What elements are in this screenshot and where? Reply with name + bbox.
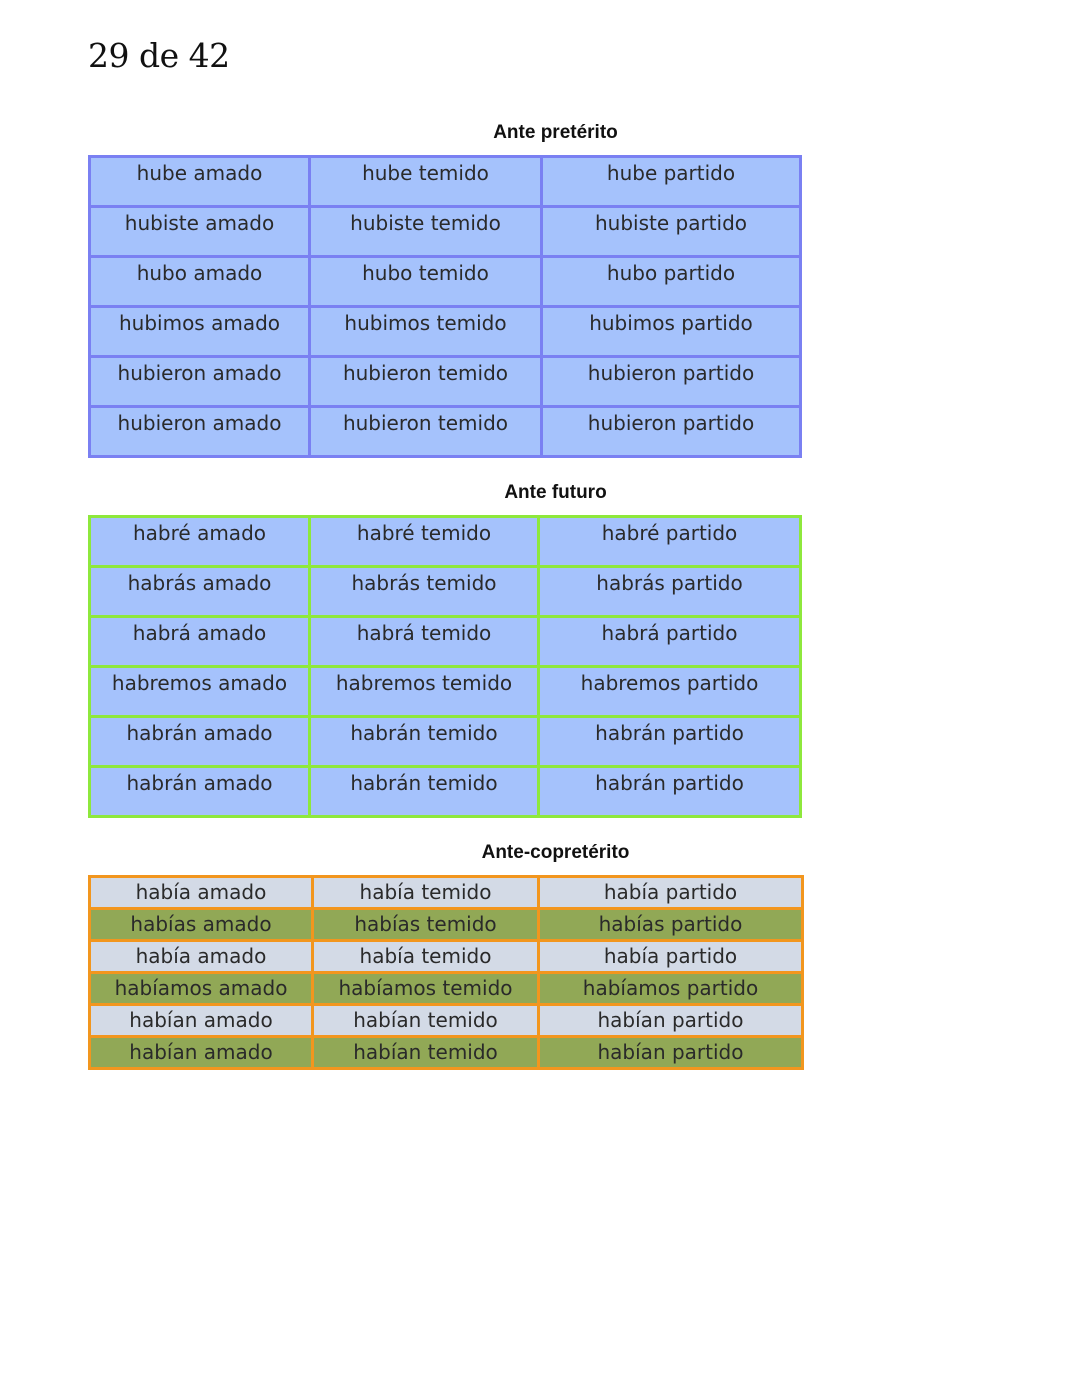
table-cell: había partido [539, 941, 803, 973]
table-cell: habrá amado [90, 617, 310, 667]
table-cell: habrás amado [90, 567, 310, 617]
table-cell: hube amado [90, 157, 310, 207]
table-cell: habías partido [539, 909, 803, 941]
table-cell: habían amado [90, 1005, 313, 1037]
table-cell: hube temido [310, 157, 542, 207]
table-cell: hubiste temido [310, 207, 542, 257]
table-row [90, 517, 801, 567]
table-cell: hubo temido [310, 257, 542, 307]
table-row [90, 877, 803, 909]
table-cell: hubiste amado [90, 207, 310, 257]
table-row [90, 407, 801, 457]
table-cell: habremos partido [539, 667, 801, 717]
table-row [90, 207, 801, 257]
table-row [90, 667, 801, 717]
table-cell: había amado [90, 941, 313, 973]
page-counter: 29 de 42 [88, 36, 230, 75]
table-cell: habían temido [313, 1005, 539, 1037]
section-title-ante-futuro: Ante futuro [504, 482, 607, 503]
table-cell: había partido [539, 877, 803, 909]
table-row [90, 1005, 803, 1037]
table-cell: hubieron partido [542, 357, 801, 407]
table-cell: habrá temido [310, 617, 539, 667]
table-cell: habían partido [539, 1037, 803, 1069]
table-cell: habías temido [313, 909, 539, 941]
table-cell: hube partido [542, 157, 801, 207]
table-cell: habremos amado [90, 667, 310, 717]
table-cell: habrán partido [539, 767, 801, 817]
table-row [90, 1037, 803, 1069]
table-cell: hubiste partido [542, 207, 801, 257]
table-row [90, 567, 801, 617]
table-cell: habrás partido [539, 567, 801, 617]
table-ante-copreterito [88, 875, 804, 1070]
table-cell: hubimos partido [542, 307, 801, 357]
table-cell: había temido [313, 877, 539, 909]
table-row [90, 157, 801, 207]
table-row [90, 717, 801, 767]
table-cell: habré temido [310, 517, 539, 567]
table-cell: hubo partido [542, 257, 801, 307]
table-cell: hubieron amado [90, 407, 310, 457]
table-cell: habrá partido [539, 617, 801, 667]
table-cell: habrás temido [310, 567, 539, 617]
table-cell: habrán temido [310, 717, 539, 767]
table-cell: habían temido [313, 1037, 539, 1069]
table-row [90, 767, 801, 817]
table-cell: hubimos amado [90, 307, 310, 357]
table-row [90, 909, 803, 941]
table-cell: había temido [313, 941, 539, 973]
table-row [90, 617, 801, 667]
table-cell: habían amado [90, 1037, 313, 1069]
table-row [90, 307, 801, 357]
section-title-ante-copreterito: Ante-copretérito [481, 842, 630, 863]
table-cell: hubieron partido [542, 407, 801, 457]
table-cell: habíamos temido [313, 973, 539, 1005]
table-cell: hubieron temido [310, 407, 542, 457]
table-cell: habrán temido [310, 767, 539, 817]
table-row [90, 973, 803, 1005]
table-ante-preterito [88, 155, 802, 458]
table-cell: habremos temido [310, 667, 539, 717]
table-cell: hubo amado [90, 257, 310, 307]
table-cell: hubimos temido [310, 307, 542, 357]
table-cell: hubieron amado [90, 357, 310, 407]
table-cell: habré partido [539, 517, 801, 567]
table-cell: habrán amado [90, 767, 310, 817]
table-cell: habré amado [90, 517, 310, 567]
table-cell: habrán amado [90, 717, 310, 767]
table-cell: habían partido [539, 1005, 803, 1037]
table-row [90, 257, 801, 307]
table-cell: habrán partido [539, 717, 801, 767]
table-cell: habíamos amado [90, 973, 313, 1005]
table-cell: habías amado [90, 909, 313, 941]
table-row [90, 357, 801, 407]
table-cell: habíamos partido [539, 973, 803, 1005]
section-title-ante-preterito: Ante pretérito [493, 122, 618, 143]
table-cell: había amado [90, 877, 313, 909]
table-cell: hubieron temido [310, 357, 542, 407]
table-ante-futuro [88, 515, 802, 818]
table-row [90, 941, 803, 973]
